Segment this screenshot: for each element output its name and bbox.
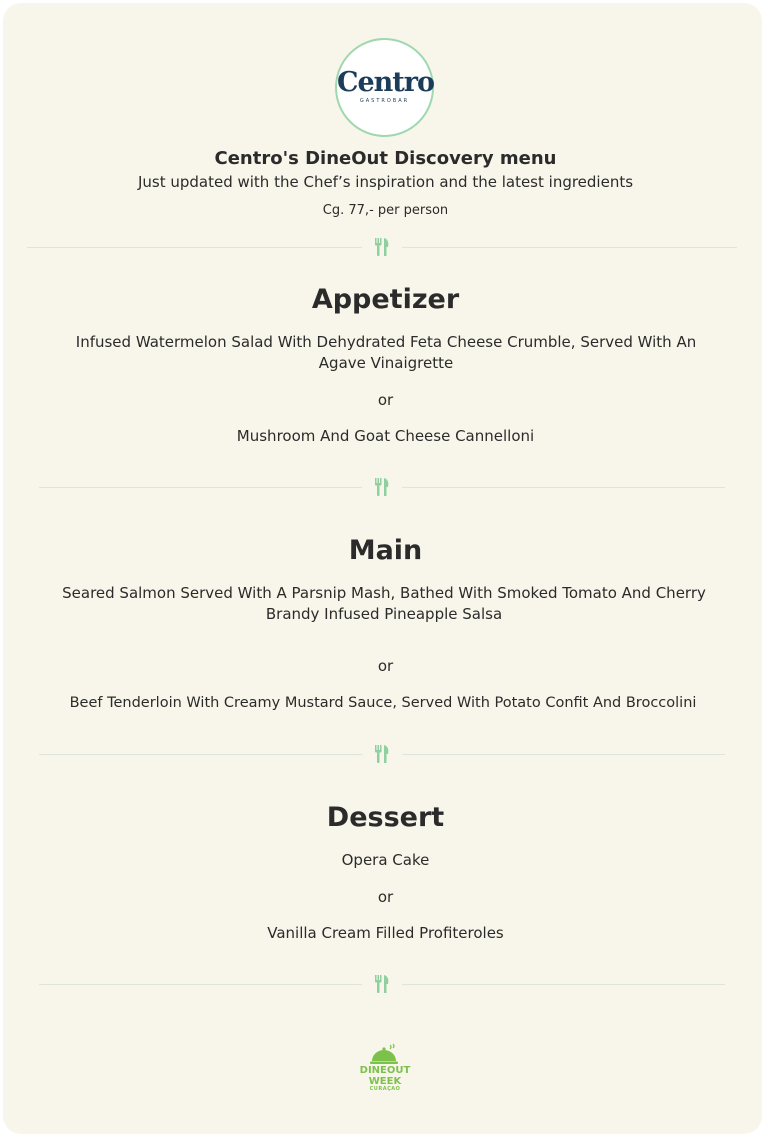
logo-wordmark: Centro [337,67,435,98]
section-heading-main: Main [348,535,423,566]
separator [39,974,725,994]
dessert-or: or [377,888,394,906]
separator [27,237,737,257]
fork-knife-icon [372,477,392,497]
separator [39,477,725,497]
badge-curacao: CURAÇAO [369,1086,401,1092]
logo-subtitle: GASTROBAR [359,98,410,104]
menu-price: Cg. 77,- per person [322,203,449,218]
dessert-item-2: Vanilla Cream Filled Profiteroles [267,924,504,942]
main-or: or [377,657,394,675]
main-item-2: Beef Tenderloin With Creamy Mustard Sauce, Served With Potato Confit And Broccolini [69,695,697,711]
fork-knife-icon [372,744,392,764]
badge-dineout: DINEOUT WEEK [359,1065,411,1087]
menu-card [3,3,762,1134]
section-heading-appetizer: Appetizer [311,284,460,315]
appetizer-item-2: Mushroom And Goat Cheese Cannelloni [236,427,535,445]
centro-logo [335,38,434,137]
appetizer-item-1: Infused Watermelon Salad With Dehydrated Feta Cheese Crumble, Served With An Agave Vinaigrette [75,333,697,372]
separator [39,744,725,764]
section-heading-dessert: Dessert [326,802,445,833]
menu-title: Centro's DineOut Discovery menu [214,148,557,169]
dessert-item-1: Opera Cake [341,851,430,869]
cloche-icon [368,1043,400,1065]
menu-subtitle: Just updated with the Chef’s inspiration and the latest ingredients [137,173,634,191]
main-item-1: Seared Salmon Served With A Parsnip Mash, Bathed With Smoked Tomato And Cherry Brandy Infused Pineapple Salsa [62,584,706,623]
fork-knife-icon [372,237,392,257]
appetizer-or: or [377,391,394,409]
dineout-week-logo [354,1043,416,1097]
fork-knife-icon [372,974,392,994]
